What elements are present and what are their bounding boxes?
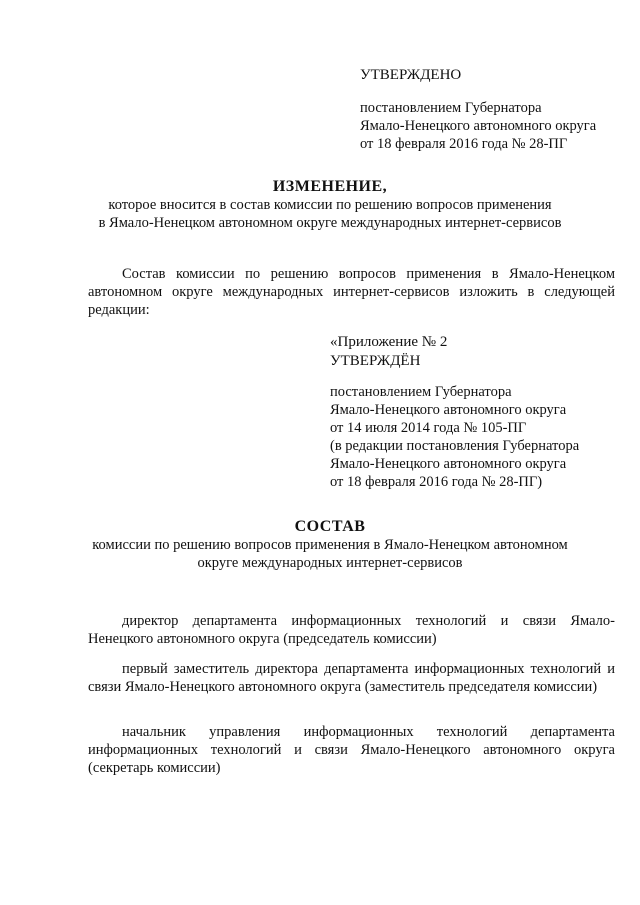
- composition-header: [60, 518, 600, 572]
- annex-number: «Приложение № 2: [330, 334, 448, 350]
- change-header: [60, 178, 600, 232]
- annex-line: от 18 февраля 2016 года № 28-ПГ): [330, 474, 543, 490]
- annex-line: Ямало-Ненецкого автономного округа: [330, 402, 567, 418]
- composition-subtitle-line: комиссии по решению вопросов применения в Ямало-Ненецком автономном: [92, 537, 568, 553]
- intro-line: Состав комиссии по решению вопросов применения в Ямало-Ненецком: [122, 266, 615, 282]
- annex-approved: УТВЕРЖДЁН: [330, 353, 421, 369]
- member-item: начальник управления информационных технологий департамента информационных технологий и связи Ямало-Ненецкого автономного округа (секретарь комиссии): [88, 724, 615, 776]
- approval-line: постановлением Губернатора: [360, 100, 542, 116]
- composition-title: СОСТАВ: [294, 518, 366, 535]
- approval-line: Ямало-Ненецкого автономного округа: [360, 118, 597, 134]
- approval-line: от 18 февраля 2016 года № 28-ПГ: [360, 136, 568, 152]
- annex-block: [330, 333, 620, 491]
- annex-line: от 14 июля 2014 года № 105-ПГ: [330, 420, 527, 436]
- intro-line: автономном округе международных интернет-сервисов изложить в следующей: [88, 284, 615, 300]
- member-item: первый заместитель директора департамента информационных технологий и связи Ямало-Ненецкого автономного округа (заместитель председателя комиссии): [88, 661, 615, 695]
- annex-line: (в редакции постановления Губернатора: [330, 438, 580, 454]
- member-item: директор департамента информационных технологий и связи Ямало-Ненецкого автономного округа (председатель комиссии): [88, 613, 615, 647]
- intro-line: редакции:: [88, 302, 150, 318]
- change-subtitle-line: в Ямало-Ненецком автономном округе международных интернет-сервисов: [98, 215, 562, 231]
- approval-block: [360, 66, 630, 153]
- change-subtitle-line: которое вносится в состав комиссии по решению вопросов применения: [108, 197, 552, 213]
- annex-details: [330, 383, 620, 491]
- approval-heading: УТВЕРЖДЕНО: [360, 67, 462, 83]
- intro-paragraph: [88, 265, 615, 319]
- composition-subtitle-line: округе международных интернет-сервисов: [197, 555, 463, 571]
- change-title: ИЗМЕНЕНИЕ,: [272, 178, 388, 195]
- annex-line: Ямало-Ненецкого автономного округа: [330, 456, 567, 472]
- annex-line: постановлением Губернатора: [330, 384, 512, 400]
